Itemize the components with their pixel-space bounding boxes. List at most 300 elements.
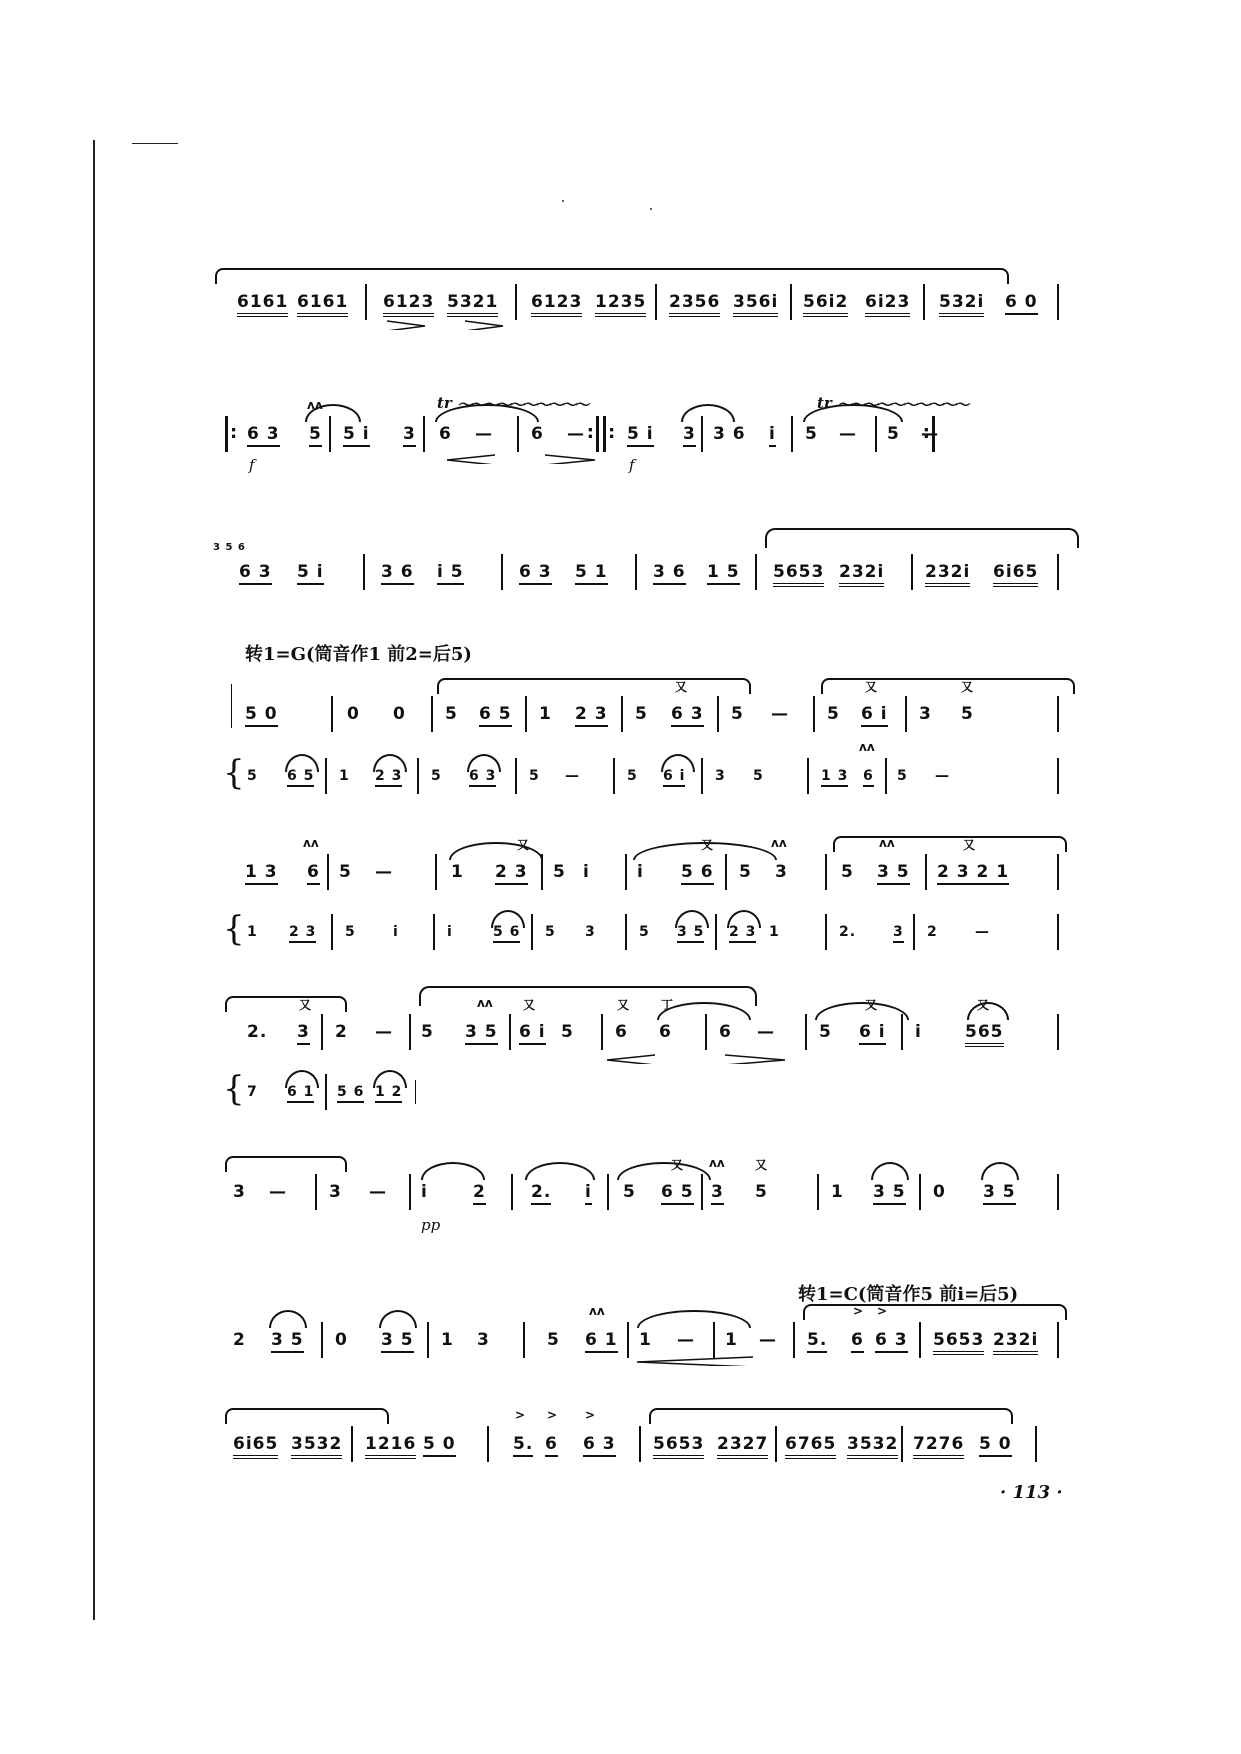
barline xyxy=(435,854,437,890)
note: 3 xyxy=(775,862,788,882)
note-group: 1 3 xyxy=(245,862,278,885)
note: 2. xyxy=(531,1182,551,1205)
note-group: 3 5 xyxy=(677,924,704,943)
rest-dash: — xyxy=(375,1022,393,1042)
tie-slur xyxy=(727,910,761,928)
trill-mark: tr xyxy=(817,394,832,412)
barline xyxy=(790,284,792,320)
barline xyxy=(409,1174,411,1210)
barline xyxy=(325,758,327,794)
note: 1 xyxy=(247,924,258,940)
note-group: 565 xyxy=(965,1022,1004,1047)
note-group: 5 0 xyxy=(245,704,278,727)
note: 6 xyxy=(545,1434,558,1457)
note-group: 6123 xyxy=(531,292,582,317)
note: 6 xyxy=(659,1022,672,1042)
rest-dash: — xyxy=(757,1022,775,1042)
barline xyxy=(1057,854,1059,890)
barline xyxy=(913,914,915,950)
key-change-label: 转1=G(筒音作1 前2=后5) xyxy=(245,644,472,665)
barline xyxy=(315,1174,317,1210)
binding-line xyxy=(93,140,95,1620)
barline xyxy=(911,554,913,590)
note-group: 232i xyxy=(839,562,884,587)
barline xyxy=(825,914,827,950)
diminuendo-hairpin xyxy=(635,1356,755,1366)
rest-dash: — xyxy=(759,1330,777,1350)
note-group: 6 5 xyxy=(661,1182,694,1205)
note-group: 5 i xyxy=(627,424,654,447)
barline xyxy=(423,416,425,452)
note-group: 2 3 xyxy=(289,924,316,943)
rest-dash: — xyxy=(975,924,990,940)
note: 3 xyxy=(893,924,904,943)
note: 5 xyxy=(841,862,854,882)
paper-speck xyxy=(650,208,652,210)
note: 5 xyxy=(431,768,442,784)
barline xyxy=(525,696,527,732)
barline xyxy=(655,284,657,320)
rest-dash: — xyxy=(677,1330,695,1350)
tie-slur xyxy=(379,1310,417,1328)
note-group: 5 6 xyxy=(493,924,520,943)
barline xyxy=(331,696,333,732)
note: 2. xyxy=(247,1022,268,1042)
note: 6 xyxy=(719,1022,732,1042)
note-group: 6 1 xyxy=(585,1330,618,1353)
fingering-mark: 又 xyxy=(617,998,630,1012)
note-group: 1235 xyxy=(595,292,646,317)
note-group: 2 3 xyxy=(375,768,402,787)
fingering-mark: 又 xyxy=(963,838,976,852)
note: 1 xyxy=(725,1330,738,1350)
corner-mark xyxy=(132,143,178,144)
mordent-icon: ʌʌ xyxy=(589,1304,605,1318)
tie-slur xyxy=(675,910,709,928)
note-group: 1 5 xyxy=(707,562,740,585)
note-group: 6 3 xyxy=(247,424,280,447)
fingering-mark: 丁 xyxy=(661,998,674,1012)
score-line-5-top xyxy=(225,836,1065,908)
staff-brace: { xyxy=(223,909,245,949)
barline xyxy=(511,1174,513,1210)
note: 6 xyxy=(851,1330,864,1353)
note-group: 6 3 xyxy=(875,1330,908,1353)
tie-slur xyxy=(871,1162,909,1180)
note: 3 xyxy=(715,768,726,784)
barline xyxy=(601,1014,603,1050)
barline xyxy=(523,1322,525,1358)
note: 5 xyxy=(731,704,744,724)
note-group: 3 6 xyxy=(381,562,414,585)
fingering-mark: 又 xyxy=(299,998,312,1012)
barline xyxy=(487,1426,489,1462)
note: 5. xyxy=(807,1330,827,1353)
note: 1 xyxy=(831,1182,844,1202)
crescendo-hairpin xyxy=(385,320,505,330)
note: 5 xyxy=(755,1182,768,1202)
barline xyxy=(901,1014,903,1050)
barline xyxy=(501,554,503,590)
fingering-mark: 又 xyxy=(755,1158,768,1172)
note: 2. xyxy=(839,924,857,940)
barline xyxy=(807,758,809,794)
barline xyxy=(713,1322,715,1358)
score-line-1 xyxy=(225,278,1065,338)
note: 5 xyxy=(753,768,764,784)
dynamic-forte: f xyxy=(629,456,635,474)
note: i xyxy=(585,1182,592,1205)
fingering-mark: 又 xyxy=(865,998,878,1012)
note-group: 6 3 xyxy=(519,562,552,585)
barline xyxy=(1057,1174,1059,1210)
tie-slur xyxy=(285,1070,319,1088)
fingering-mark: 又 xyxy=(961,680,974,694)
score-line-6-top xyxy=(225,996,1065,1068)
note-group: 3 5 xyxy=(983,1182,1016,1205)
barline xyxy=(813,696,815,732)
barline xyxy=(415,1080,416,1104)
note-group: 5653 xyxy=(653,1434,704,1459)
note: 3 xyxy=(585,924,596,940)
rest-dash: — xyxy=(269,1182,287,1202)
note-group: 3 5 xyxy=(271,1330,304,1353)
score-line-4-top xyxy=(225,680,1065,750)
note-group: 56i2 xyxy=(803,292,848,317)
note-group: 6 5 xyxy=(479,704,512,727)
system-bracket xyxy=(231,684,232,728)
barline xyxy=(1057,914,1059,950)
barline xyxy=(515,284,517,320)
note: 5 xyxy=(547,1330,560,1350)
mordent-icon: ʌʌ xyxy=(303,836,319,850)
note: i xyxy=(447,924,453,940)
note-group: 5 i xyxy=(297,562,324,585)
note-group: 2 3 xyxy=(575,704,608,727)
note: 5 xyxy=(553,862,566,882)
note-group: 3532 xyxy=(291,1434,342,1459)
fingering-mark: 又 xyxy=(523,998,536,1012)
note-group: 6i65 xyxy=(233,1434,278,1459)
rest-dash: — xyxy=(375,862,393,882)
note: 5 xyxy=(247,768,258,784)
barline xyxy=(417,758,419,794)
note: i xyxy=(583,862,590,882)
note: 3 xyxy=(297,1022,310,1045)
note: 6 xyxy=(531,424,544,444)
barline xyxy=(1057,284,1059,320)
fingering-mark: 又 xyxy=(671,1158,684,1172)
note: 1 xyxy=(639,1330,652,1350)
mordent-icon: ʌʌ xyxy=(709,1156,725,1170)
tie-slur xyxy=(967,1002,1009,1020)
tie-slur xyxy=(467,754,501,772)
rest-dash: — xyxy=(771,704,789,724)
barline xyxy=(919,1322,921,1358)
note-group: 6 i xyxy=(519,1022,546,1045)
note-group: 2 3 2 1 xyxy=(937,862,1009,885)
rest-dash: — xyxy=(839,424,857,444)
mordent-icon: ʌʌ xyxy=(771,836,787,850)
note: 6 xyxy=(307,862,320,885)
barline xyxy=(321,1322,323,1358)
fingering-mark: 又 xyxy=(517,838,530,852)
note: 5 xyxy=(545,924,556,940)
barline xyxy=(427,1322,429,1358)
barline xyxy=(885,758,887,794)
barline xyxy=(805,1014,807,1050)
barline xyxy=(531,914,533,950)
phrase-slur xyxy=(215,268,1009,284)
note-group: 2327 xyxy=(717,1434,768,1459)
repeat-start xyxy=(225,416,233,452)
note-group: 5 6 xyxy=(337,1084,364,1103)
dynamic-forte: f xyxy=(249,456,255,474)
note-group: 6i65 xyxy=(993,562,1038,587)
barline xyxy=(625,914,627,950)
barline xyxy=(1057,1322,1059,1358)
phrase-slur xyxy=(821,678,1075,694)
note-group: 6 3 xyxy=(583,1434,616,1457)
barline xyxy=(701,758,703,794)
crescendo-hairpin xyxy=(445,454,605,464)
note-group: 5 6 xyxy=(681,862,714,885)
note: 5 xyxy=(805,424,818,444)
note: 2 xyxy=(927,924,938,940)
score-line-2 xyxy=(225,394,1065,474)
tie-slur xyxy=(525,1162,595,1180)
note: 5 xyxy=(529,768,540,784)
phrase-slur xyxy=(833,836,1067,852)
note: 3 xyxy=(711,1182,724,1205)
rest: 0 xyxy=(347,704,360,724)
note-group: 3 5 xyxy=(877,862,910,885)
grace-notes: 3 5 6 xyxy=(213,542,246,553)
barline xyxy=(705,1014,707,1050)
note: 1 xyxy=(451,862,464,882)
trill-wave: ～～～～～～～～～～ xyxy=(457,396,588,414)
accent-mark: > xyxy=(547,1408,558,1422)
note-group: 3 6 xyxy=(713,424,746,444)
note-group: 3 5 xyxy=(873,1182,906,1205)
barline xyxy=(701,416,703,452)
mordent-icon: ʌʌ xyxy=(477,996,493,1010)
barline xyxy=(625,854,627,890)
note-group: 232i xyxy=(993,1330,1038,1355)
page-number: · 113 · xyxy=(1000,1482,1063,1503)
note: 5 xyxy=(627,768,638,784)
note: 1 xyxy=(441,1330,454,1350)
barline xyxy=(875,416,877,452)
note-group: 6i23 xyxy=(865,292,910,317)
barline xyxy=(1035,1426,1037,1462)
phrase-slur xyxy=(649,1408,1013,1424)
barline xyxy=(817,1174,819,1210)
rest: 0 xyxy=(933,1182,946,1202)
barline xyxy=(409,1014,411,1050)
note-group: 6 5 xyxy=(287,768,314,787)
note: 6 xyxy=(615,1022,628,1042)
tie-slur xyxy=(661,754,695,772)
barline xyxy=(541,854,543,890)
crescendo-hairpin xyxy=(605,1054,795,1064)
note-group: 2356 xyxy=(669,292,720,317)
staff-brace: { xyxy=(223,1069,245,1109)
accent-mark: > xyxy=(515,1408,526,1422)
note-group: 6 i xyxy=(663,768,685,787)
paper-speck xyxy=(562,200,564,202)
note-group: 6161 xyxy=(237,292,288,317)
barline xyxy=(363,554,365,590)
rest-dash: — xyxy=(369,1182,387,1202)
phrase-slur xyxy=(225,996,347,1012)
barline xyxy=(515,758,517,794)
note: 3 xyxy=(403,424,416,447)
barline xyxy=(1057,1014,1059,1050)
barline xyxy=(331,914,333,950)
note-group: 232i xyxy=(925,562,970,587)
note: 5 xyxy=(897,768,908,784)
trill-mark: tr xyxy=(437,394,452,412)
repeat-end xyxy=(927,416,935,452)
note: 2 xyxy=(473,1182,486,1205)
rest-dash: — xyxy=(921,424,939,444)
barline xyxy=(925,854,927,890)
tie-slur xyxy=(491,910,525,928)
mordent-icon: ʌʌ xyxy=(859,740,875,754)
tie-slur xyxy=(373,754,407,772)
rest-dash: — xyxy=(935,768,950,784)
tie-slur xyxy=(637,1310,751,1328)
fingering-mark: 又 xyxy=(675,680,688,694)
barline xyxy=(1057,758,1059,794)
repeat-start xyxy=(603,416,611,452)
note: 3 xyxy=(233,1182,246,1202)
note: i xyxy=(769,424,776,447)
barline xyxy=(715,914,717,950)
barline xyxy=(755,554,757,590)
note: i xyxy=(393,924,399,940)
note-group: 1 3 xyxy=(821,768,848,787)
barline xyxy=(329,416,331,452)
barline xyxy=(627,1322,629,1358)
note: 1 xyxy=(339,768,350,784)
note-group: 6 i xyxy=(859,1022,886,1045)
note-group: 6123 xyxy=(383,292,434,317)
note-group: 5653 xyxy=(773,562,824,587)
note-group: 2 3 xyxy=(495,862,528,885)
score-line-4-bottom xyxy=(223,740,1065,812)
note-group: 6765 xyxy=(785,1434,836,1459)
phrase-slur xyxy=(617,1162,711,1180)
mordent-icon: ʌʌ xyxy=(879,836,895,850)
tie-slur xyxy=(981,1162,1019,1180)
accent-mark: > xyxy=(853,1304,864,1318)
barline xyxy=(791,416,793,452)
note: 5 xyxy=(421,1022,434,1042)
rest: 0 xyxy=(393,704,406,724)
tie-slur xyxy=(421,1162,485,1180)
note: 5. xyxy=(513,1434,533,1457)
note: 5 xyxy=(339,862,352,882)
fingering-mark: 又 xyxy=(701,838,714,852)
note-group: 6 1 xyxy=(287,1084,314,1103)
note: 5 xyxy=(635,704,648,724)
barline xyxy=(919,1174,921,1210)
fingering-mark: 又 xyxy=(977,998,990,1012)
barline xyxy=(793,1322,795,1358)
rest-dash: — xyxy=(567,424,585,444)
barline xyxy=(607,1174,609,1210)
barline xyxy=(923,284,925,320)
note: 5 xyxy=(819,1022,832,1042)
note-group: 1216 xyxy=(365,1434,416,1459)
trill-wave: ～～～～～～～～～～ xyxy=(837,396,968,414)
barline xyxy=(639,1426,641,1462)
barline xyxy=(901,1426,903,1462)
note: 5 xyxy=(345,924,356,940)
rest-dash: — xyxy=(565,768,580,784)
note: 1 xyxy=(769,924,780,940)
note-group: 532i xyxy=(939,292,984,317)
barline xyxy=(431,696,433,732)
barline xyxy=(327,854,329,890)
rest: 0 xyxy=(335,1330,348,1350)
note-group: 5 0 xyxy=(979,1434,1012,1457)
note-group: 6 3 xyxy=(469,768,496,787)
barline xyxy=(725,854,727,890)
barline xyxy=(1057,696,1059,732)
note: 2 xyxy=(335,1022,348,1042)
rest-dash: — xyxy=(475,424,493,444)
barline xyxy=(351,1426,353,1462)
note: 5 xyxy=(961,704,974,724)
note-group: 3532 xyxy=(847,1434,898,1459)
barline xyxy=(701,1174,703,1210)
note-group: 3 5 xyxy=(381,1330,414,1353)
accent-mark: > xyxy=(877,1304,888,1318)
phrase-slur xyxy=(803,1304,1067,1320)
barline xyxy=(517,416,519,452)
barline xyxy=(325,1074,327,1110)
tie-slur xyxy=(269,1310,307,1328)
barline xyxy=(365,284,367,320)
barline xyxy=(825,854,827,890)
note-group: 5321 xyxy=(447,292,498,317)
phrase-slur xyxy=(765,528,1079,548)
barline xyxy=(433,914,435,950)
note: 5 xyxy=(445,704,458,724)
note: 5 xyxy=(561,1022,574,1042)
note-group: 5 1 xyxy=(575,562,608,585)
barline xyxy=(905,696,907,732)
tie-slur xyxy=(681,404,735,422)
note: 5 xyxy=(887,424,900,444)
note: 2 xyxy=(233,1330,246,1350)
barline xyxy=(1057,554,1059,590)
note-group: 6161 xyxy=(297,292,348,317)
barline xyxy=(717,696,719,732)
score-line-3 xyxy=(213,542,1065,608)
note-group: 6 3 xyxy=(671,704,704,727)
note: 1 xyxy=(539,704,552,724)
fingering-mark: 又 xyxy=(865,680,878,694)
note-group: 2 3 xyxy=(729,924,756,943)
note: i xyxy=(915,1022,922,1042)
note: 6 xyxy=(863,768,874,787)
barline xyxy=(635,554,637,590)
phrase-slur xyxy=(225,1408,389,1424)
